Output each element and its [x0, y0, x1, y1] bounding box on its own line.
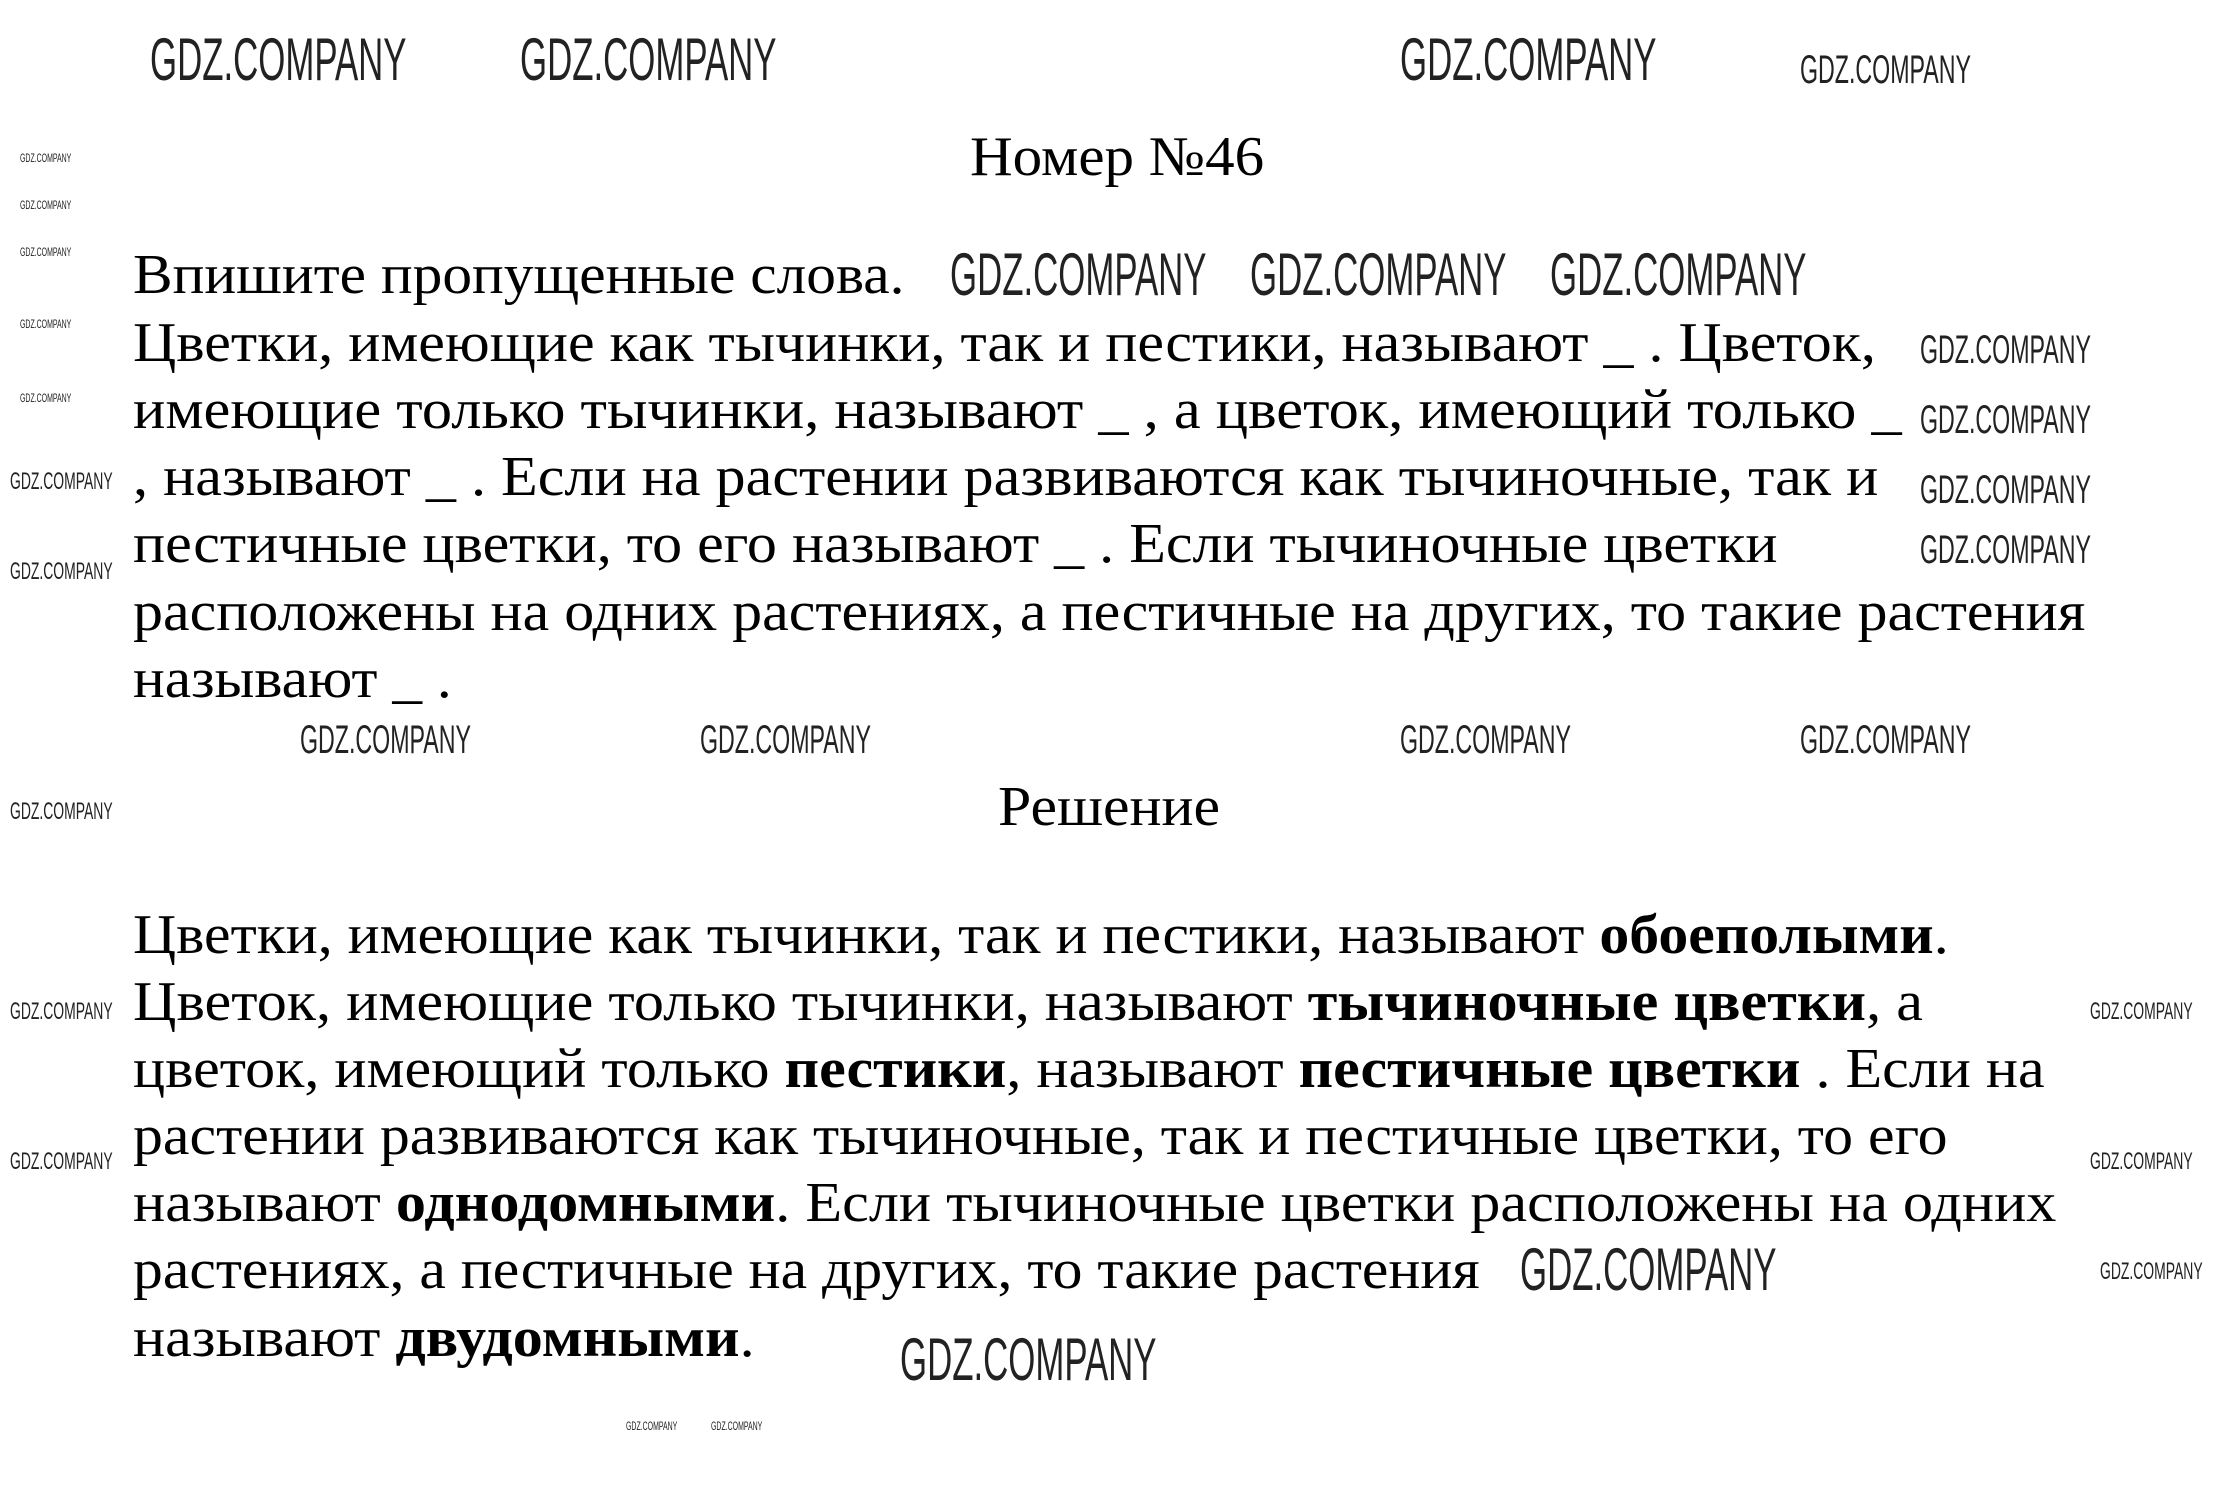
- task-line: , называют _ . Если на растении развиваются как тычиночные, так и: [133, 446, 1879, 508]
- solution-line: [133, 904, 1949, 966]
- watermark: GDZ.COMPANY: [1400, 26, 1657, 93]
- watermark: GDZ.COMPANY: [2090, 998, 2193, 1025]
- solution-text-segment: цветок, имеющий только: [133, 1038, 785, 1100]
- watermark: GDZ.COMPANY: [10, 998, 113, 1025]
- solution-heading: Решение: [998, 776, 1221, 838]
- watermark: GDZ.COMPANY: [20, 198, 72, 212]
- solution-line: [133, 1105, 1948, 1167]
- solution-text-segment: растении развиваются как тычиночные, так и пестичные цветки, то его: [133, 1105, 1948, 1167]
- watermark: GDZ.COMPANY: [1550, 241, 1807, 308]
- solution-text-segment: Цветки, имеющие как тычинки, так и пестики, называют: [133, 904, 1600, 966]
- task-line: Цветки, имеющие как тычинки, так и пестики, называют _ . Цветок,: [133, 312, 1876, 374]
- watermark: GDZ.COMPANY: [1920, 328, 2092, 372]
- watermark: GDZ.COMPANY: [300, 718, 472, 762]
- solution-text-segment: . Если на: [1800, 1038, 2045, 1100]
- solution-text-segment: .: [739, 1307, 755, 1369]
- solution-text-segment: , называют: [1006, 1038, 1299, 1100]
- watermark: GDZ.COMPANY: [711, 1419, 763, 1433]
- watermark: GDZ.COMPANY: [520, 26, 777, 93]
- solution-text-segment: Цветок, имеющие только тычинки, называют: [133, 971, 1308, 1033]
- watermark: GDZ.COMPANY: [1400, 718, 1572, 762]
- solution-line: [133, 971, 1923, 1033]
- watermark: GDZ.COMPANY: [150, 26, 407, 93]
- task-line: имеющие только тычинки, называют _ , а цветок, имеющий только _: [133, 379, 1902, 441]
- answer-term: тычиночные цветки: [1307, 971, 1867, 1033]
- task-line: называют _ .: [133, 648, 452, 710]
- watermark: GDZ.COMPANY: [626, 1419, 678, 1433]
- solution-text-segment: называют: [133, 1172, 396, 1234]
- watermark: GDZ.COMPANY: [1920, 468, 2092, 512]
- watermark: GDZ.COMPANY: [700, 718, 872, 762]
- solution-text-segment: . Если тычиночные цветки расположены на одних: [775, 1172, 2057, 1234]
- solution-line: [133, 1307, 755, 1369]
- watermark: GDZ.COMPANY: [20, 151, 72, 165]
- watermark: GDZ.COMPANY: [900, 1326, 1157, 1393]
- solution-line: [133, 1038, 2045, 1100]
- watermark: GDZ.COMPANY: [1250, 241, 1507, 308]
- watermark: GDZ.COMPANY: [2090, 1148, 2193, 1175]
- answer-term: двудомными: [395, 1307, 740, 1369]
- watermark: GDZ.COMPANY: [20, 245, 72, 259]
- task-line: Впишите пропущенные слова.: [133, 244, 905, 306]
- watermark: GDZ.COMPANY: [1520, 1236, 1777, 1303]
- watermark: GDZ.COMPANY: [1920, 528, 2092, 572]
- solution-text-segment: растениях, а пестичные на других, то такие растения: [133, 1239, 1480, 1301]
- watermark: GDZ.COMPANY: [1800, 718, 1972, 762]
- watermark: GDZ.COMPANY: [1800, 48, 1972, 92]
- task-line: расположены на одних растениях, а пестичные на других, то такие растения: [133, 581, 2086, 643]
- watermark: GDZ.COMPANY: [2100, 1258, 2203, 1285]
- answer-term: пестики: [784, 1038, 1007, 1100]
- solution-text-segment: , а: [1866, 971, 1923, 1033]
- watermark: GDZ.COMPANY: [950, 241, 1207, 308]
- answer-term: однодомными: [395, 1172, 776, 1234]
- watermark: GDZ.COMPANY: [20, 317, 72, 331]
- answer-term: обоеполыми: [1599, 904, 1934, 966]
- page-title: Номер №46: [970, 126, 1265, 188]
- solution-text-segment: называют: [133, 1307, 396, 1369]
- watermark: GDZ.COMPANY: [1920, 398, 2092, 442]
- solution-line: [133, 1172, 2057, 1234]
- watermark: GDZ.COMPANY: [10, 468, 113, 495]
- solution-text-segment: .: [1933, 904, 1949, 966]
- answer-term: пестичные цветки: [1298, 1038, 1801, 1100]
- solution-line: [133, 1239, 1480, 1301]
- watermark: GDZ.COMPANY: [10, 1148, 113, 1175]
- task-line: пестичные цветки, то его называют _ . Если тычиночные цветки: [133, 513, 1778, 575]
- watermark: GDZ.COMPANY: [20, 391, 72, 405]
- watermark: GDZ.COMPANY: [10, 558, 113, 585]
- watermark: GDZ.COMPANY: [10, 798, 113, 825]
